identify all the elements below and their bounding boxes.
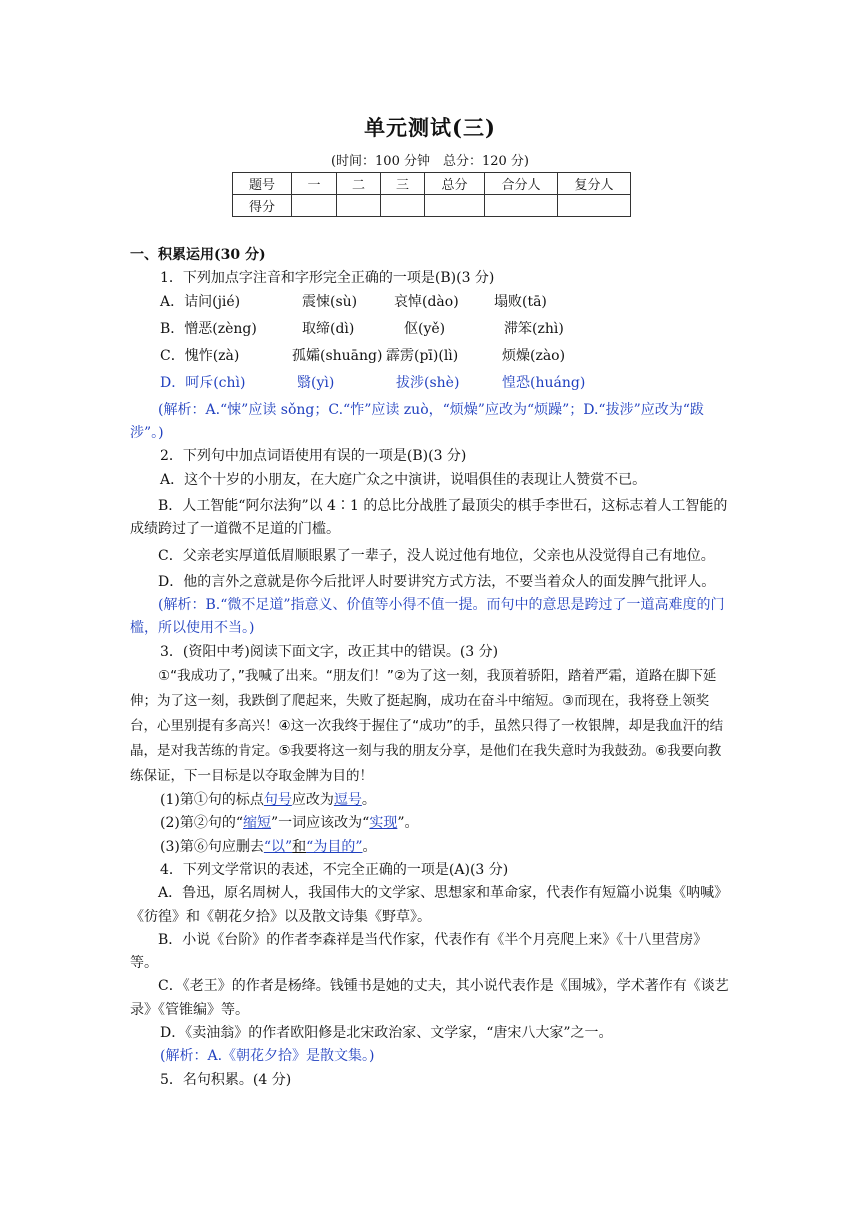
score-header-cell: 总分 (425, 173, 485, 195)
option-word: 翳(yì) (297, 375, 335, 392)
score-cell (292, 195, 337, 217)
option-word: 塌败(tā) (494, 293, 547, 310)
question-4-stem: 4．下列文学常识的表述，不完全正确的一项是(A)(3 分) (160, 861, 509, 878)
option-word: 惶恐(huáng) (502, 375, 586, 392)
question-1-option-d (130, 372, 732, 395)
score-cell (485, 195, 558, 217)
option-word: 孤孀(shuāng) (292, 348, 383, 365)
score-cell (558, 195, 631, 217)
answer-text: ”一词应该改为“ (271, 815, 370, 832)
score-cell (381, 195, 425, 217)
answer-blank: “为目的” (306, 838, 363, 855)
question-1-analysis: (解析：A.“悚”应读 sǒng；C.“怍”应读 zuò，“烦燥”应改为“烦躁”；D.“拔涉”应改为“跋涉”。) (130, 401, 704, 442)
question-3-answer-2 (130, 812, 732, 835)
option-word: C．愧怍(zà) (160, 348, 240, 365)
question-4-option-a: A．鲁迅，原名周树人，我国伟大的文学家、思想家和革命家，代表作有短篇小说集《呐喊》《彷徨》和《朝花夕拾》以及散文诗集《野草》。 (130, 885, 729, 925)
exam-content (130, 244, 732, 1092)
option-word: B．憎恶(zèng) (160, 320, 257, 337)
answer-text: (2)第②句的“ (160, 815, 243, 832)
question-1-stem: 1．下列加点字注音和字形完全正确的一项是(B)(3 分) (160, 270, 495, 287)
question-2-option-c: C．父亲老实厚道低眉顺眼累了一辈子，没人说过他有地位，父亲也从没觉得自己有地位。 (158, 547, 715, 564)
option-word: 霹雳(pī)(lì) (386, 348, 459, 365)
option-word: 滞笨(zhì) (504, 320, 564, 337)
question-4-option-c: C．《老王》的作者是杨绛。钱锺书是她的丈夫，其小说代表作是《围城》，学术著作有《谈艺录》《管锥编》等。 (130, 978, 729, 1018)
answer-blank: 逗号 (333, 792, 362, 809)
question-2-analysis: (解析：B.“微不足道”指意义、价值等小得不值一提。而句中的意思是跨过了一道高难度的门槛，所以使用不当。) (130, 597, 725, 637)
score-header-cell: 二 (337, 173, 381, 195)
section-heading: 一、积累运用(30 分) (130, 247, 266, 263)
question-2-option-b: B．人工智能“阿尔法狗”以 4∶1 的总比分战胜了最顶尖的棋手李世石，这标志着人工智能的成绩跨过了一道微不足道的门槛。 (130, 497, 728, 538)
answer-text: 和 (292, 838, 307, 855)
answer-text: (1)第①句的标点 (160, 792, 264, 809)
question-3-passage: ①“我成功了，”我喊了出来。“朋友们！”②为了这一刻，我顶着骄阳，踏着严霜，道路在脚下延伸；为了这一刻，我跌倒了爬起来，失败了挺起胸，成功在奋斗中缩短。③而现在，我将登上领奖台，心里别提有多高兴！④这一次我终于握住了“成功”的手，虽然只得了一枚银牌，却是我血汗的结晶，是对我苦练的肯定。⑤我要将这一刻与我的朋友分享，是他们在我失意时为我鼓劲。⑥我要向教练保证，下一目标是以夺取金牌为目的！ (130, 668, 724, 785)
option-word: 取缔(dì) (302, 320, 355, 337)
question-3-answer-3 (130, 836, 732, 859)
score-cell (425, 195, 485, 217)
question-2-option-d: D．他的言外之意就是你今后批评人时要讲究方式方法，不要当着众人的面发脾气批评人。 (158, 573, 716, 590)
score-header-cell: 题号 (233, 173, 292, 195)
page-title: 单元测试(三) (364, 115, 496, 140)
score-cell (337, 195, 381, 217)
answer-blank: 句号 (263, 792, 292, 809)
question-1-option-b (130, 318, 732, 341)
question-5-stem: 5．名句积累。(4 分) (160, 1071, 292, 1088)
answer-text: 。 (361, 792, 376, 809)
option-word: 伛(yě) (404, 320, 446, 337)
answer-text: ”。 (397, 815, 419, 832)
option-word: A．诘问(jié) (160, 293, 241, 310)
score-header-cell: 合分人 (485, 173, 558, 195)
question-1-option-c (130, 345, 732, 368)
answer-blank: 实现 (369, 815, 398, 832)
option-word: 拔涉(shè) (396, 375, 460, 392)
question-3-answer-1 (130, 789, 732, 812)
score-row-label: 得分 (233, 195, 292, 217)
question-2-option-a: A．这个十岁的小朋友，在大庭广众之中演讲，说唱俱佳的表现让人赞赏不已。 (160, 471, 647, 488)
score-table-score-row (233, 195, 631, 217)
question-4-option-b: B．小说《台阶》的作者李森祥是当代作家，代表作有《半个月亮爬上来》《十八里营房》等。 (130, 931, 708, 972)
option-word: D．呵斥(chì) (160, 375, 246, 392)
score-header-cell: 复分人 (558, 173, 631, 195)
score-table (232, 172, 631, 217)
score-header-cell: 三 (381, 173, 425, 195)
question-3-stem: 3．(资阳中考)阅读下面文字，改正其中的错误。(3 分) (160, 643, 499, 660)
option-word: 哀悼(dào) (394, 293, 459, 310)
question-4-analysis: (解析：A.《朝花夕拾》是散文集。) (160, 1048, 375, 1065)
question-1-option-a (130, 291, 732, 314)
answer-blank: 缩短 (243, 815, 271, 832)
option-word: 烦燥(zào) (502, 348, 566, 365)
answer-blank: “以” (263, 838, 293, 855)
exam-subtitle: (时间：100 分钟 总分：120 分) (330, 154, 530, 169)
answer-text: 应改为 (291, 792, 334, 809)
question-2-stem: 2．下列句中加点词语使用有误的一项是(B)(3 分) (160, 448, 467, 465)
score-header-cell: 一 (292, 173, 337, 195)
score-table-header-row (233, 173, 631, 195)
question-4-option-d: D．《卖油翁》的作者欧阳修是北宋政治家、文学家，“唐宋八大家”之一。 (160, 1025, 613, 1042)
option-word: 震悚(sù) (302, 293, 358, 310)
answer-text: (3)第⑥句应删去 (160, 838, 264, 855)
answer-text: 。 (362, 838, 377, 855)
